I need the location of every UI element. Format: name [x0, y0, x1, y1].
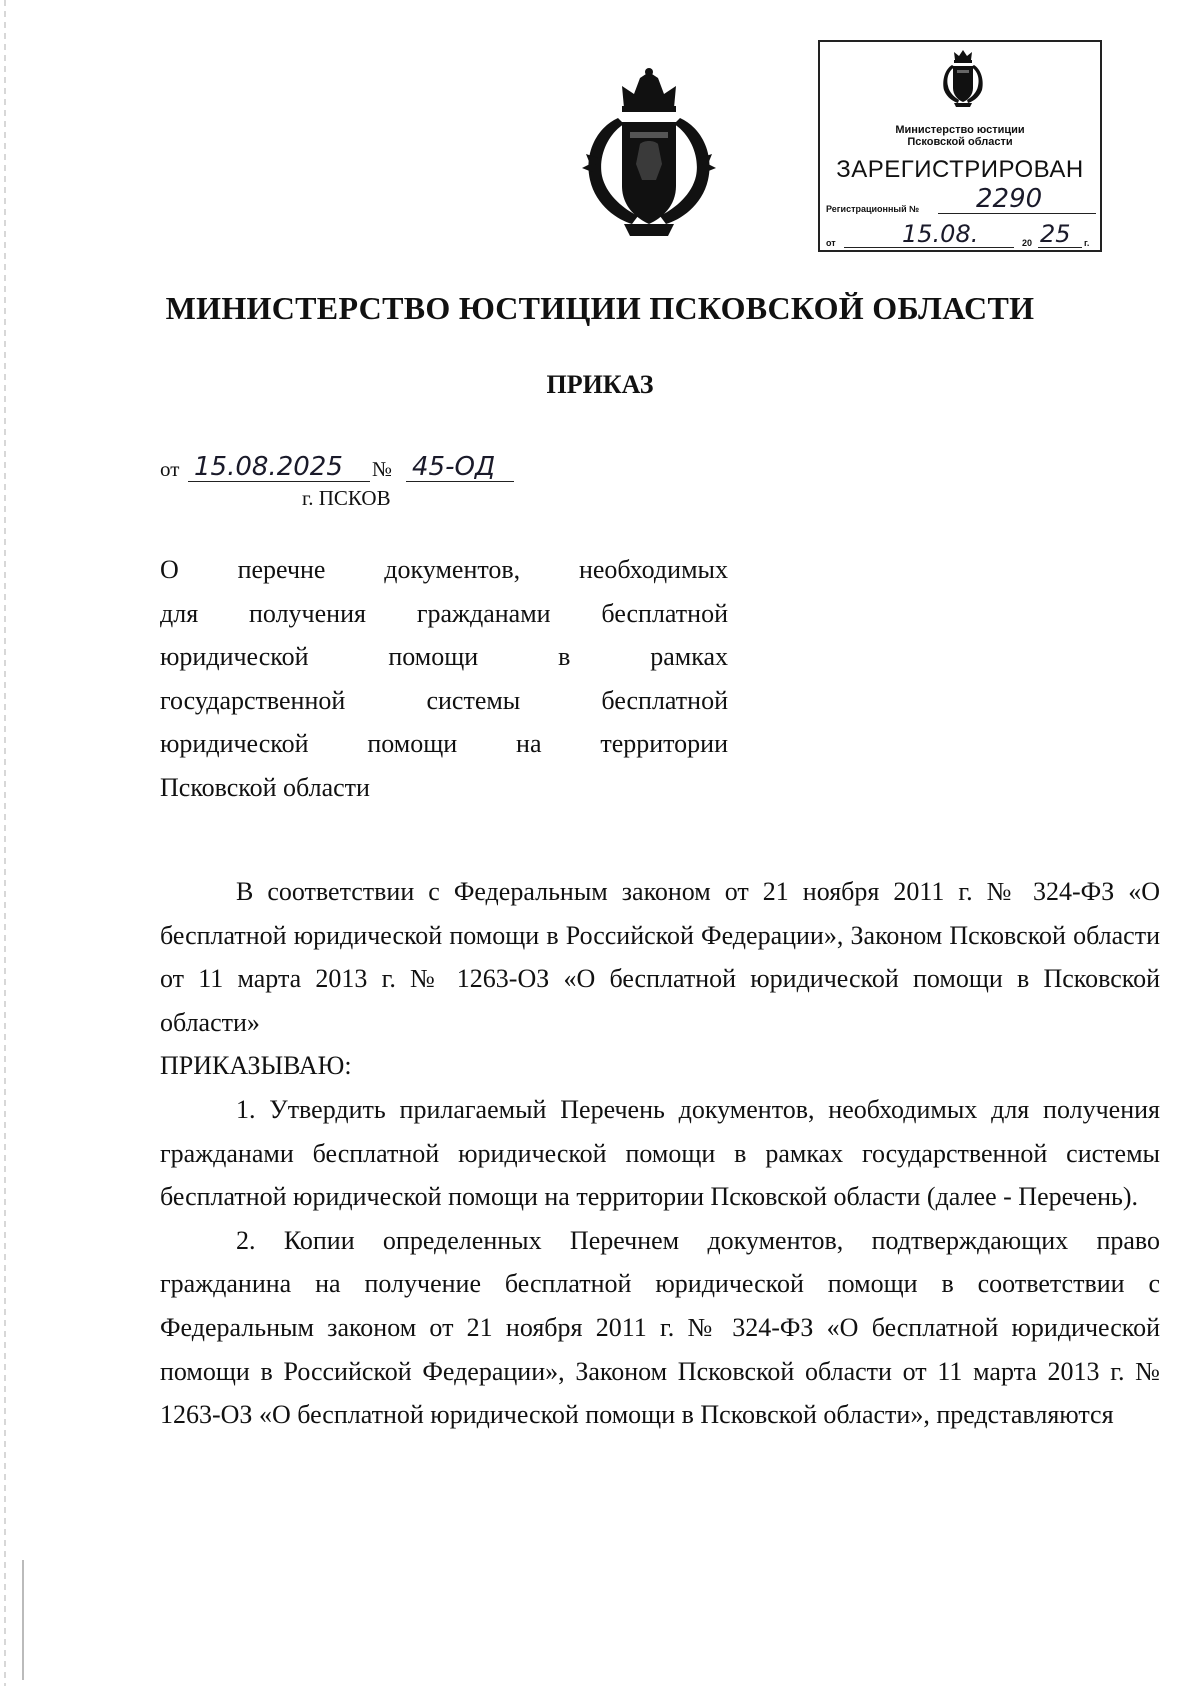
order-city: г. ПСКОВ: [302, 486, 391, 510]
stamp-coat-of-arms-icon: [938, 48, 988, 108]
subject-line: О перечне документов, необходимых: [160, 555, 728, 584]
document-type: ПРИКАЗ: [546, 370, 654, 399]
stamp-ministry-name: [820, 124, 1100, 148]
stamp-date-value: 15.08.: [902, 220, 979, 248]
stamp-year-value: 25: [1040, 220, 1071, 248]
order-body: [160, 870, 1160, 1437]
stamp-reg-number-row: [826, 184, 1096, 216]
subject-line: юридической помощи в рамках: [160, 642, 728, 672]
stamp-ministry-line2: Псковской области: [907, 136, 1013, 148]
order-item-1: 1. Утвердить прилагаемый Перечень документов, необходимых для получения гражданами бесплатной юридической помощи в рамках государственной системы бесплатной юридической помощи на территории Псковской области (далее - Перечень).: [160, 1094, 1160, 1212]
stamp-status: ЗАРЕГИСТРИРОВАН: [836, 156, 1084, 183]
order-subject: [160, 548, 728, 810]
stamp-reg-number: 2290: [976, 184, 1043, 214]
order-date: 15.08.2025: [194, 452, 343, 482]
order-item-2: 2. Копии определенных Перечнем документов, подтверждающих право гражданина на получение бесплатной юридической помощи в соответствии с Федеральным законом от 21 ноября 2011 г. № 324-ФЗ «О бесплатной юридической помощи в Российской Федерации», Законом Псковской области от 11 марта 2013 г. № 1263-ОЗ «О бесплатной юридической помощи в Псковской области», представляются: [160, 1225, 1160, 1430]
stamp-reg-label: Регистрационный №: [826, 204, 920, 214]
scan-edge-artifact: [4, 0, 6, 1686]
ministry-title: МИНИСТЕРСТВО ЮСТИЦИИ ПСКОВСКОЙ ОБЛАСТИ: [165, 290, 1035, 326]
subject-line: юридической помощи на территории: [160, 729, 728, 759]
order-number: 45-ОД: [412, 452, 496, 482]
order-directive: ПРИКАЗЫВАЮ:: [160, 1051, 352, 1081]
scan-edge-artifact-lower: [22, 1560, 24, 1680]
subject-line: государственной системы бесплатной: [160, 685, 728, 715]
stamp-year-suffix: г.: [1084, 238, 1090, 248]
preamble-paragraph: В соответствии с Федеральным законом от 21 ноября 2011 г. № 324-ФЗ «О бесплатной юридической помощи в Российской Федерации», Законом Псковской области от 11 марта 2013 г. № 1263-ОЗ «О бесплатной юридической помощи в Псковской области»: [160, 877, 1160, 1037]
stamp-date-row: [826, 220, 1096, 250]
subject-line: Псковской области: [160, 772, 370, 802]
subject-line: для получения гражданами бесплатной: [160, 598, 728, 628]
stamp-ministry-line1: Министерство юстиции: [895, 124, 1025, 136]
order-number-label: №: [372, 457, 393, 481]
order-date-label: от: [160, 457, 180, 481]
order-number-line: [160, 452, 520, 486]
stamp-year-prefix: 20: [1022, 238, 1033, 248]
stamp-date-label: от: [826, 238, 836, 248]
coat-of-arms-icon: [578, 68, 720, 240]
registration-stamp: [818, 40, 1102, 252]
